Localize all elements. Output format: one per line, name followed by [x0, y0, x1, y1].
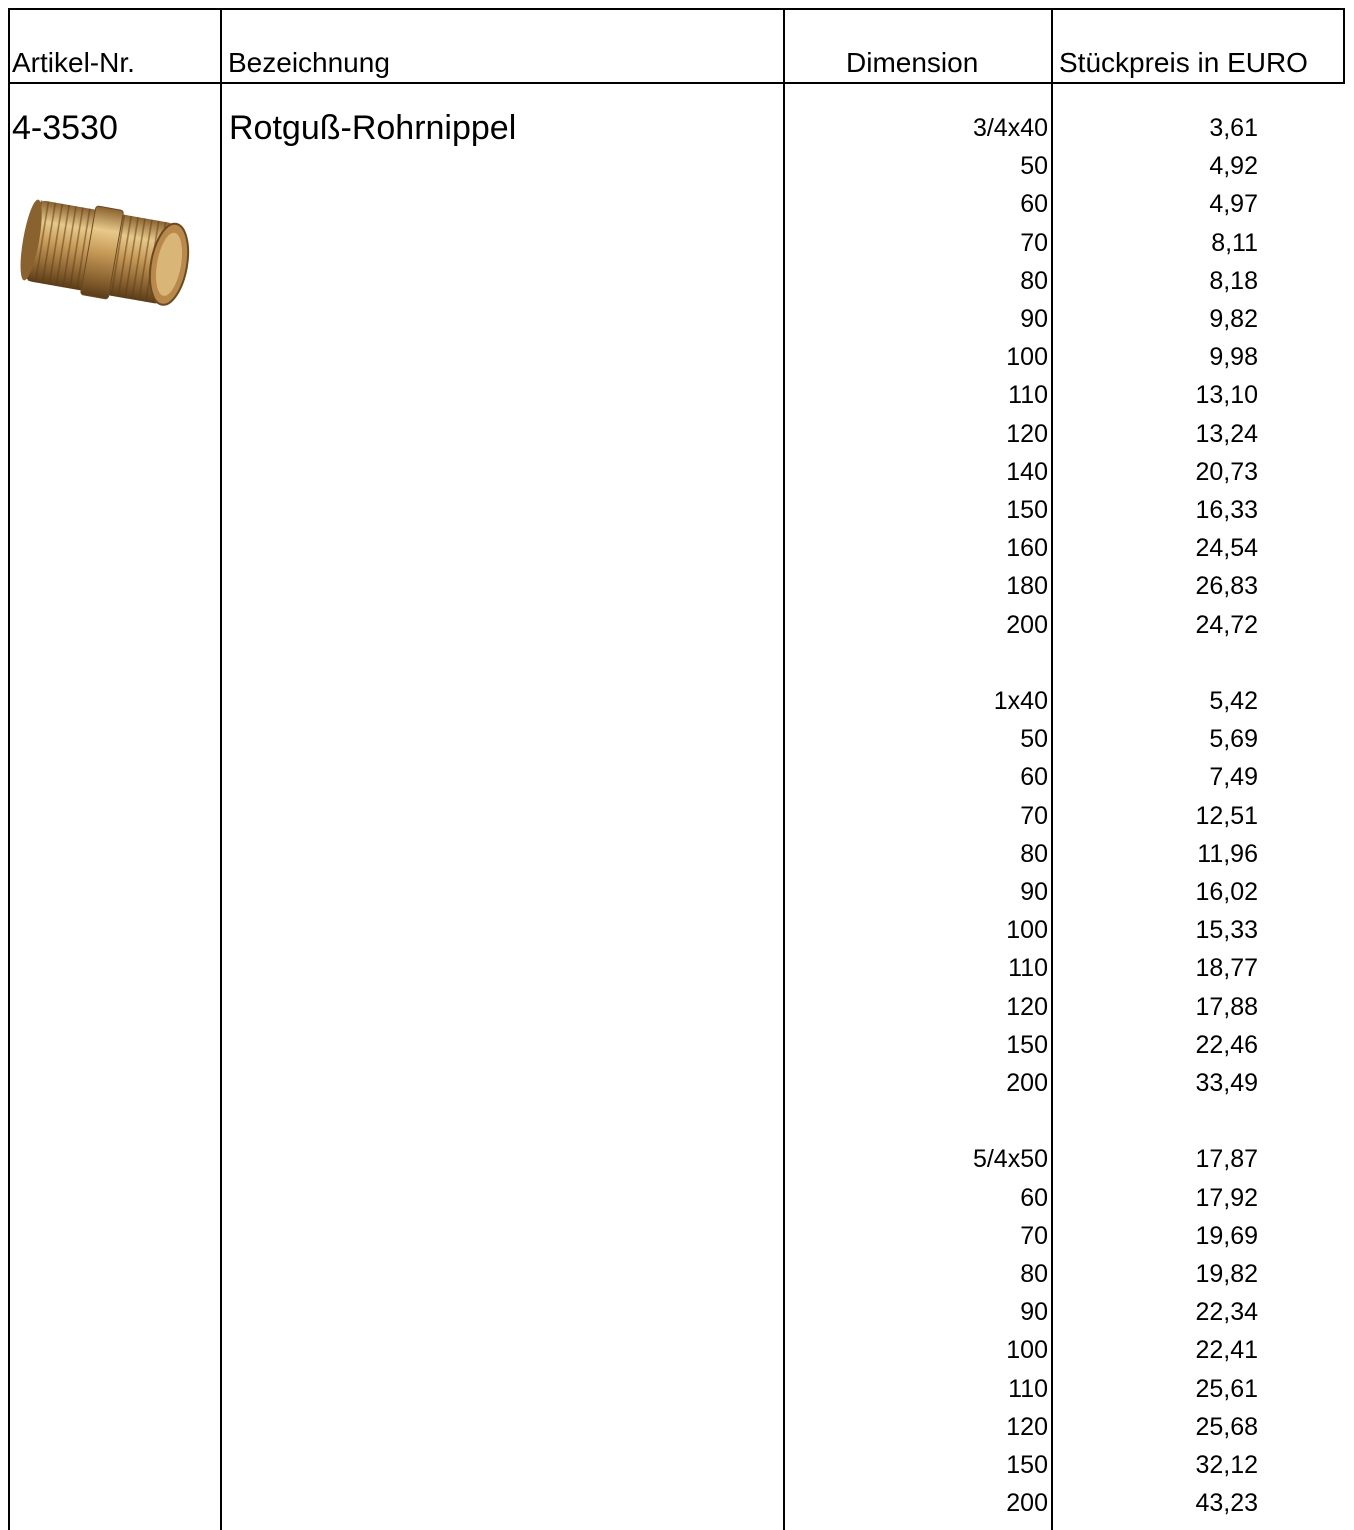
brass-pipe-nipple-icon: [18, 190, 192, 316]
dimension-cell: 110: [1008, 954, 1048, 983]
dimension-cell: 110: [1008, 381, 1048, 410]
price-cell: 16,02: [1195, 878, 1258, 906]
dimension-cell: 120: [1006, 1412, 1048, 1441]
price-cell: 18,77: [1195, 954, 1258, 983]
price-cell: 9,82: [1209, 305, 1258, 333]
dimension-cell: 3/4x40: [972, 114, 1048, 142]
price-cell: 24,54: [1195, 534, 1258, 563]
dimension-cell: 5/4x50: [972, 1145, 1048, 1174]
dimension-cell: 100: [1006, 1336, 1048, 1365]
dimension-cell: 70: [1020, 228, 1048, 257]
dimension-cell: 90: [1020, 878, 1048, 906]
header-top-border: [8, 8, 1345, 10]
price-cell: 4,97: [1209, 190, 1258, 219]
dimension-cell: 50: [1020, 152, 1048, 181]
price-cell: 8,11: [1211, 228, 1258, 257]
price-cell: 25,68: [1195, 1412, 1258, 1441]
header-bezeichnung: Bezeichnung: [228, 47, 390, 78]
price-cell: 20,73: [1195, 457, 1258, 486]
dimension-cell: 140: [1006, 457, 1048, 486]
price-cell: 22,46: [1195, 1030, 1258, 1059]
header-artikel-nr: Artikel-Nr.: [12, 47, 135, 78]
price-cell: 4,92: [1209, 152, 1258, 181]
dimension-cell: 70: [1020, 801, 1048, 830]
price-cell: 22,41: [1195, 1336, 1258, 1365]
price-cell: 17,88: [1195, 992, 1258, 1021]
dimension-cell: 60: [1020, 763, 1048, 792]
price-cell: 17,92: [1195, 1183, 1258, 1212]
dimension-cell: 150: [1006, 1030, 1048, 1059]
price-cell: 11,96: [1197, 839, 1258, 868]
dimension-cell: 50: [1020, 725, 1048, 754]
price-cell: 19,82: [1195, 1260, 1258, 1288]
article-description: Rotguß-Rohrnippel: [229, 109, 517, 147]
dimension-cell: 110: [1008, 1374, 1048, 1403]
header-stueckpreis: Stückpreis in EURO: [1059, 47, 1308, 78]
price-cell: 19,69: [1195, 1221, 1258, 1250]
price-cell: 17,87: [1195, 1145, 1258, 1174]
dimension-cell: 180: [1006, 572, 1048, 601]
price-cell: 25,61: [1195, 1374, 1258, 1403]
price-cell: 33,49: [1195, 1069, 1258, 1097]
dimension-cell: 200: [1006, 610, 1048, 639]
dimension-cell: 80: [1020, 839, 1048, 868]
column-divider-bezeichnung: [783, 8, 785, 1530]
dimension-cell: 60: [1020, 190, 1048, 219]
article-number: 4-3530: [12, 109, 118, 147]
price-cell: 7,49: [1209, 763, 1258, 792]
price-cell: 24,72: [1195, 610, 1258, 639]
dimension-cell: 60: [1020, 1183, 1048, 1212]
column-divider-right-edge: [1343, 8, 1345, 84]
dimension-cell: 120: [1006, 992, 1048, 1021]
column-divider-artikel: [220, 8, 222, 1530]
price-cell: 32,12: [1195, 1451, 1258, 1479]
header-bottom-border: [8, 82, 1345, 84]
price-cell: 16,33: [1195, 496, 1258, 524]
header-dimension: Dimension: [846, 47, 979, 78]
dimension-cell: 200: [1006, 1069, 1048, 1097]
price-cell: 9,98: [1209, 343, 1258, 372]
dimension-cell: 90: [1020, 305, 1048, 333]
dimension-cell: 90: [1020, 1298, 1048, 1327]
dimension-cell: 80: [1020, 266, 1048, 295]
price-cell: 8,18: [1209, 266, 1258, 295]
price-cell: 15,33: [1195, 916, 1258, 945]
price-cell: 43,23: [1195, 1489, 1258, 1518]
dimension-cell: 150: [1006, 1451, 1048, 1479]
dimension-cell: 80: [1020, 1260, 1048, 1288]
price-cell: 5,69: [1209, 725, 1258, 754]
price-cell: 22,34: [1195, 1298, 1258, 1327]
dimension-cell: 150: [1006, 496, 1048, 524]
dimension-cell: 160: [1006, 534, 1048, 563]
price-cell: 3,61: [1209, 114, 1258, 142]
price-cell: 13,24: [1195, 419, 1258, 448]
price-cell: 5,42: [1209, 687, 1258, 715]
dimension-cell: 1x40: [993, 687, 1048, 715]
price-cell: 12,51: [1195, 801, 1258, 830]
price-cell: 13,10: [1195, 381, 1258, 410]
dimension-cell: 100: [1006, 343, 1048, 372]
price-cell: 26,83: [1195, 572, 1258, 601]
column-divider-dimension: [1051, 8, 1053, 1530]
dimension-cell: 120: [1006, 419, 1048, 448]
column-divider-left-edge: [8, 8, 10, 1530]
dimension-cell: 100: [1006, 916, 1048, 945]
dimension-cell: 70: [1020, 1221, 1048, 1250]
dimension-cell: 200: [1006, 1489, 1048, 1518]
